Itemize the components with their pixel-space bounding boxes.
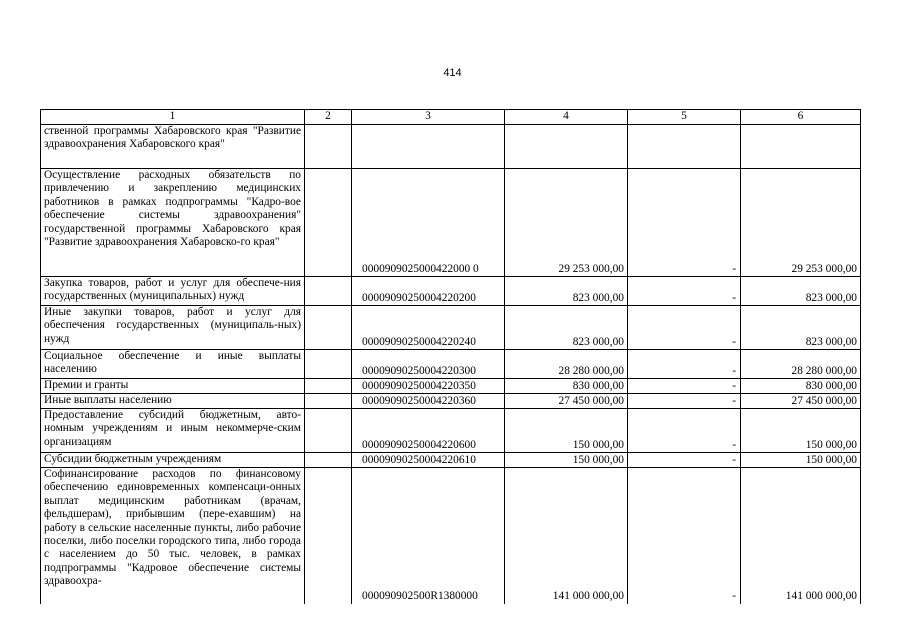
table-row xyxy=(41,379,861,394)
row-amount xyxy=(505,125,628,169)
row-amount: 28 280 000,00 xyxy=(505,350,628,379)
table-row xyxy=(41,394,861,409)
row-col2 xyxy=(305,125,352,169)
row-name: Осуществление расходных обязательств по привлечению и закреплению медицинских работников в рамках подпрограммы "Кадро-вое обеспечение системы здравоохранения" государственной программы Хабаровского края "Развитие здравоохранения Хабаровско-го края" xyxy=(41,169,305,277)
row-name: Софинансирование расходов по финансовому обеспечению единовременных компенсаци-онных выплат медицинским работникам (врачам, фельдшерам), прибывшим (пере-ехавшим) на работу в сельские населенные пункты, либо рабочие поселки, либо поселки городского типа, либо города с населением до 50 тыс. человек, в рамках подпрограммы "Кадровое обеспечение системы здравоохра- xyxy=(41,468,305,604)
row-name: ственной программы Хабаровского края "Развитие здравоохранения Хабаровского края" xyxy=(41,125,305,169)
row-col5: - xyxy=(628,453,741,468)
row-col2 xyxy=(305,379,352,394)
row-col5: - xyxy=(628,169,741,277)
row-total: 830 000,00 xyxy=(741,379,861,394)
table-row xyxy=(41,125,861,169)
table-header-row xyxy=(41,110,861,125)
row-code: 00009090250004220350 xyxy=(352,379,505,394)
row-total: 150 000,00 xyxy=(741,453,861,468)
row-col5: - xyxy=(628,306,741,350)
row-amount: 150 000,00 xyxy=(505,409,628,453)
row-col2 xyxy=(305,453,352,468)
row-code: 00009090250004220300 xyxy=(352,350,505,379)
row-amount: 823 000,00 xyxy=(505,306,628,350)
budget-table xyxy=(40,109,861,604)
row-amount: 141 000 000,00 xyxy=(505,468,628,604)
row-name: Закупка товаров, работ и услуг для обеспече-ния государственных (муниципальных) нужд xyxy=(41,277,305,306)
row-col2 xyxy=(305,306,352,350)
column-header: 3 xyxy=(352,110,505,125)
row-total: 28 280 000,00 xyxy=(741,350,861,379)
table-row xyxy=(41,468,861,604)
row-col2 xyxy=(305,409,352,453)
row-col5: - xyxy=(628,350,741,379)
page-number: 414 xyxy=(443,67,462,79)
row-col2 xyxy=(305,394,352,409)
row-code: 000090902500R1380000 xyxy=(352,468,505,604)
row-col5: - xyxy=(628,468,741,604)
table-row xyxy=(41,306,861,350)
table-row xyxy=(41,277,861,306)
row-name: Иные выплаты населению xyxy=(41,394,305,409)
row-amount: 830 000,00 xyxy=(505,379,628,394)
table-row xyxy=(41,169,861,277)
row-col5: - xyxy=(628,409,741,453)
row-name: Премии и гранты xyxy=(41,379,305,394)
table-row xyxy=(41,453,861,468)
row-col5: - xyxy=(628,394,741,409)
column-header: 1 xyxy=(41,110,305,125)
row-amount: 29 253 000,00 xyxy=(505,169,628,277)
row-name: Иные закупки товаров, работ и услуг для обеспечения государственных (муниципаль-ных) нужд xyxy=(41,306,305,350)
row-col5: - xyxy=(628,379,741,394)
row-name: Предоставление субсидий бюджетным, авто-номным учреждениям и иным некоммерче-ским организациям xyxy=(41,409,305,453)
row-total: 141 000 000,00 xyxy=(741,468,861,604)
row-col5: - xyxy=(628,277,741,306)
row-amount: 27 450 000,00 xyxy=(505,394,628,409)
row-col2 xyxy=(305,350,352,379)
row-total: 27 450 000,00 xyxy=(741,394,861,409)
row-code: 00009090250004220610 xyxy=(352,453,505,468)
row-col2 xyxy=(305,468,352,604)
row-code: 00009090250004220240 xyxy=(352,306,505,350)
row-total xyxy=(741,125,861,169)
row-col2 xyxy=(305,169,352,277)
row-code: 00009090250004220360 xyxy=(352,394,505,409)
row-total: 823 000,00 xyxy=(741,306,861,350)
table-row xyxy=(41,409,861,453)
column-header: 4 xyxy=(505,110,628,125)
row-code xyxy=(352,125,505,169)
row-code: 00009090250004220600 xyxy=(352,409,505,453)
row-col5 xyxy=(628,125,741,169)
row-total: 29 253 000,00 xyxy=(741,169,861,277)
row-total: 823 000,00 xyxy=(741,277,861,306)
row-name: Социальное обеспечение и иные выплаты населению xyxy=(41,350,305,379)
column-header: 5 xyxy=(628,110,741,125)
row-amount: 823 000,00 xyxy=(505,277,628,306)
column-header: 6 xyxy=(741,110,861,125)
row-col2 xyxy=(305,277,352,306)
row-code: 0000909025000422000 0 xyxy=(352,169,505,277)
row-amount: 150 000,00 xyxy=(505,453,628,468)
row-name: Субсидии бюджетным учреждениям xyxy=(41,453,305,468)
table-row xyxy=(41,350,861,379)
row-code: 00009090250004220200 xyxy=(352,277,505,306)
row-total: 150 000,00 xyxy=(741,409,861,453)
column-header: 2 xyxy=(305,110,352,125)
